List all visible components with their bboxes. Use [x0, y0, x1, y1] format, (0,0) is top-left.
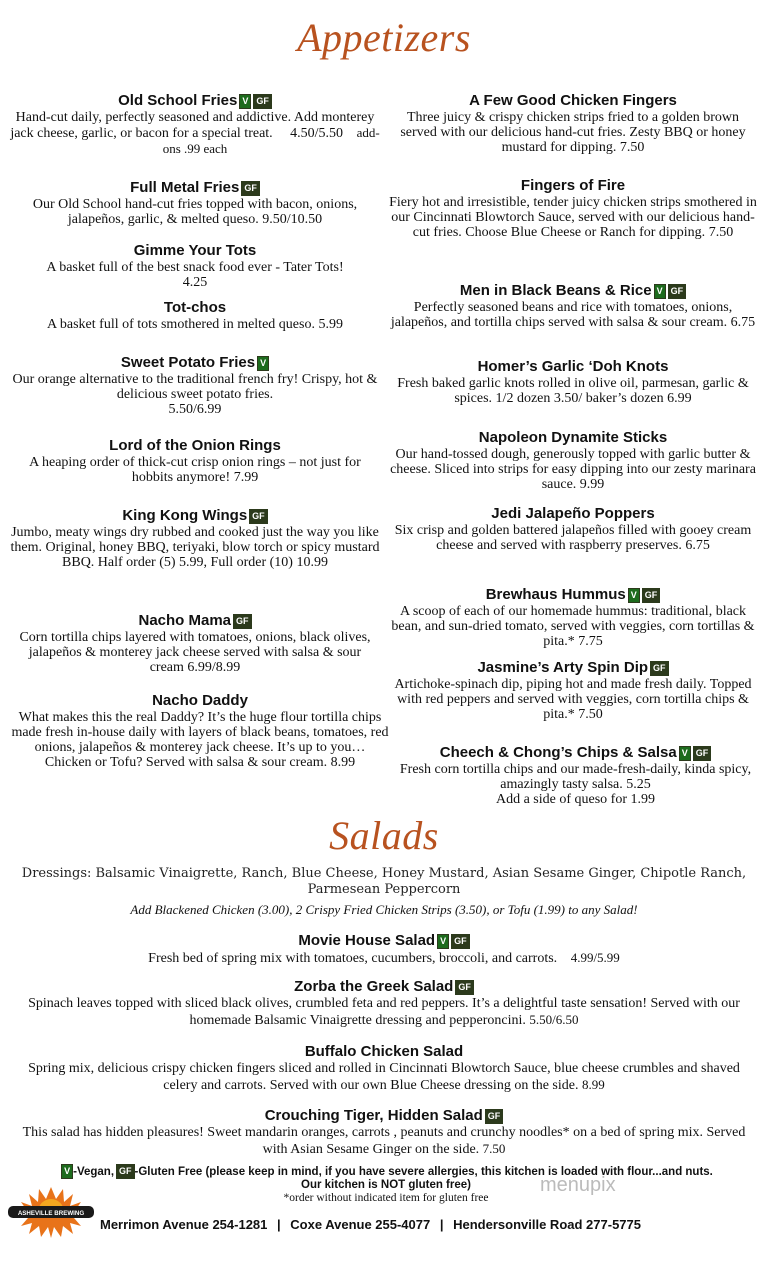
item-name: Gimme Your Tots	[133, 242, 257, 259]
gluten-free-badge: GF	[668, 284, 687, 299]
gluten-free-badge: GF	[455, 980, 474, 995]
item-name: Jasmine’s Arty Spin Dip	[477, 659, 649, 676]
gluten-free-badge: GF	[116, 1164, 135, 1179]
item-name: Men in Black Beans & Rice	[459, 282, 652, 299]
dressings-list	[0, 866, 768, 898]
item-description: Fresh baked garlic knots rolled in olive oil, parmesan, garlic & spices. 1/2 dozen 3.50/ baker’s dozen	[397, 376, 749, 406]
item-extra-price: 1.99	[630, 792, 656, 807]
salad-item	[0, 1042, 768, 1094]
item-name: Lord of the Onion Rings	[109, 437, 281, 454]
item-name: Nacho Mama	[138, 612, 232, 629]
menu-item	[388, 282, 758, 330]
dietary-legend	[36, 1164, 736, 1205]
item-name: Jedi Jalapeño Poppers	[491, 505, 655, 522]
item-price: 7.50	[482, 1141, 506, 1156]
legend-order-note: *order without indicated item for gluten free	[283, 1192, 489, 1204]
asheville-brewing-logo	[6, 1185, 96, 1239]
gluten-free-badge: GF	[650, 661, 669, 676]
item-price: 6.99/8.99	[187, 660, 241, 675]
item-description: A basket full of the best snack food ever - Tater Tots!	[46, 260, 344, 275]
gluten-free-badge: GF	[249, 509, 268, 524]
menu-item	[10, 92, 380, 157]
menu-item	[10, 354, 380, 417]
item-price: 5.50/6.50	[529, 1012, 579, 1027]
item-price: 8.99	[581, 1077, 605, 1092]
item-description: Spring mix, delicious crispy chicken fingers sliced and rolled in Cincinnati Blowtorch Sauce, blue cheese crumbles and shaved celery and carrots. Served with our own Blue Cheese dressing on the side.	[28, 1061, 740, 1093]
item-price: 4.99/5.99	[570, 950, 620, 965]
item-description: Three juicy & crispy chicken strips fried to a golden brown served with our delicious hand-cut fries. Zesty BBQ or honey mustard for dipping.	[400, 110, 746, 155]
gluten-free-badge: GF	[693, 746, 712, 761]
menu-item	[388, 744, 763, 807]
legend-gluten-free: -Gluten Free (please keep in mind, if you have severe allergies, this kitchen is loaded with flour...and nuts.	[134, 1166, 713, 1178]
item-description: Fresh bed of spring mix with tomatoes, cucumbers, broccoli, and carrots.	[148, 951, 558, 966]
vegan-badge: V	[679, 746, 691, 761]
item-extra: Add a side of queso for	[495, 792, 628, 807]
item-price: 5.25	[626, 777, 651, 792]
item-name: Old School Fries	[118, 92, 238, 109]
item-description: Corn tortilla chips layered with tomatoes, onions, black olives, jalapeños & monterey jack cheese served with salsa & sour cream	[19, 630, 371, 675]
item-description: A heaping order of thick-cut crisp onion rings – not just for hobbits anymore!	[29, 455, 361, 485]
item-description: What makes this the real Daddy? It’s the huge flour tortilla chips made fresh in-house daily with layers of black beans, tomatoes, red onions, jalapeños & monterey jack cheese. It’s up to you… Chicken or Tofu? Served with salsa & sour cream.	[11, 710, 389, 770]
item-price: 7.50	[708, 225, 734, 240]
menu-item	[388, 505, 758, 553]
item-price: 7.50	[619, 140, 645, 155]
menu-item	[10, 507, 380, 570]
item-name: Crouching Tiger, Hidden Salad	[264, 1107, 483, 1124]
salad-item	[0, 977, 768, 1029]
item-name: Sweet Potato Fries	[120, 354, 256, 371]
menu-item	[388, 429, 758, 492]
menu-item	[10, 242, 380, 290]
item-name: Zorba the Greek Salad	[294, 978, 454, 995]
location-coxe: Coxe Avenue 255-4077	[290, 1217, 431, 1232]
legend-vegan: -Vegan,	[73, 1166, 115, 1178]
item-description: Perfectly seasoned beans and rice with tomatoes, onions, jalapeños, and tortilla chips served with salsa & sour cream.	[390, 300, 733, 330]
gluten-free-badge: GF	[241, 181, 260, 196]
item-description: Fiery hot and irresistible, tender juicy chicken strips smothered in our Cincinnati Blowtorch Sauce, served with our delicious hand-cut fries. Choose Blue Cheese or Ranch for dipping.	[389, 195, 757, 240]
appetizers-heading: Appetizers	[297, 15, 471, 60]
item-name: Movie House Salad	[298, 932, 436, 949]
item-name: Brewhaus Hummus	[485, 586, 626, 603]
item-price: 7.50	[578, 707, 603, 722]
item-description: A basket full of tots smothered in melted queso.	[47, 317, 315, 332]
menu-item	[388, 177, 758, 240]
item-name: Napoleon Dynamite Sticks	[478, 429, 668, 446]
legend-kitchen-note: Our kitchen is NOT gluten free)	[301, 1179, 471, 1191]
item-price: 7.99	[233, 470, 259, 485]
vegan-badge: V	[437, 934, 449, 949]
watermark: menupix	[540, 1174, 616, 1196]
item-description: Hand-cut daily, perfectly seasoned and addictive. Add monterey jack cheese, garlic, or bacon for a special treat.	[10, 110, 375, 141]
item-description: Six crisp and golden battered jalapeños filled with gooey cream cheese and served with raspberry preserves.	[394, 523, 752, 553]
location-merrimon: Merrimon Avenue 254-1281	[100, 1217, 268, 1232]
item-price: 5.99	[318, 317, 343, 332]
location-hendersonville: Hendersonville Road 277-5775	[453, 1217, 641, 1232]
menu-item	[388, 659, 758, 722]
vegan-badge: V	[628, 588, 640, 603]
item-name: Cheech & Chong’s Chips & Salsa	[439, 744, 677, 761]
gluten-free-badge: GF	[642, 588, 661, 603]
menu-item	[10, 299, 380, 332]
svg-text:ASHEVILLE BREWING: ASHEVILLE BREWING	[17, 1210, 85, 1217]
item-price: 4.50/5.50	[290, 126, 344, 141]
item-price: 5.50/6.99	[168, 402, 222, 417]
locations-bar: Merrimon Avenue 254-1281 | Coxe Avenue 255-4077 | Hendersonville Road 277-5775	[100, 1217, 641, 1232]
gluten-free-badge: GF	[451, 934, 470, 949]
vegan-badge: V	[257, 356, 269, 371]
item-description: A scoop of each of our homemade hummus: traditional, black bean, and sun-dried tomato, served with veggies, corn tortillas & pita.*	[391, 604, 755, 649]
item-addons: add-ons .99 each	[162, 125, 380, 156]
menu-item	[10, 612, 380, 675]
item-price: 6.75	[685, 538, 710, 553]
vegan-badge: V	[654, 284, 666, 299]
item-description: Fresh corn tortilla chips and our made-fresh-daily, kinda spicy, amazingly tasty salsa.	[399, 762, 752, 792]
vegan-badge: V	[239, 94, 251, 109]
menu-item	[388, 586, 758, 649]
menu-item	[10, 179, 380, 227]
salad-addons	[0, 902, 768, 919]
item-description: This salad has hidden pleasures! Sweet mandarin oranges, carrots , peanuts and crunchy noodles* on a bed of spring mix. Served with Asian Sesame Ginger on the side.	[22, 1125, 746, 1157]
menu-item	[10, 437, 380, 485]
salads-heading: Salads	[329, 813, 439, 858]
item-price: 9.50/10.50	[262, 212, 323, 227]
item-price: 6.99	[667, 391, 692, 406]
item-name: Tot-chos	[163, 299, 227, 316]
item-name: Nacho Daddy	[152, 692, 248, 709]
vegan-badge: V	[61, 1164, 73, 1179]
item-description: Artichoke-spinach dip, piping hot and made fresh daily. Topped with red peppers and served with veggies, corn tortilla chips & pita.*	[394, 677, 752, 722]
item-description: Our Old School hand-cut fries topped with bacon, onions, jalapeños, garlic, & melted queso.	[32, 197, 358, 227]
item-name: Fingers of Fire	[520, 177, 626, 194]
item-description: Jumbo, meaty wings dry rubbed and cooked just the way you like them. Original, honey BBQ, teriyaki, blow torch or spicy mustard BBQ. Half order (5) 5.99, Full order (10)	[10, 525, 380, 570]
menu-item	[388, 92, 758, 155]
item-name: Buffalo Chicken Salad	[304, 1043, 464, 1060]
item-price: 7.75	[578, 634, 603, 649]
item-price: 4.25	[182, 275, 208, 290]
gluten-free-badge: GF	[253, 94, 272, 109]
item-name: Full Metal Fries	[130, 179, 240, 196]
item-price: 10.99	[296, 555, 328, 570]
item-name: Homer’s Garlic ‘Doh Knots	[477, 358, 669, 375]
item-description: Spinach leaves topped with sliced black olives, crumbled feta and red peppers. It’s a delightful taste sensation! Served with our homemade Balsamic Vinaigrette dressing and pepperoncini.	[28, 996, 740, 1028]
item-name: A Few Good Chicken Fingers	[469, 92, 677, 109]
dressings-text: Dressings: Balsamic Vinaigrette, Ranch, Blue Cheese, Honey Mustard, Asian Sesame Ginger, Chipotle Ranch, Parmesean Peppercorn	[21, 866, 747, 897]
salad-item	[0, 1106, 768, 1158]
item-description: Our orange alternative to the traditional french fry! Crispy, hot & delicious sweet potato fries.	[12, 372, 378, 402]
gluten-free-badge: GF	[233, 614, 252, 629]
salad-item	[0, 931, 768, 967]
menu-item	[10, 692, 390, 770]
item-price: 9.99	[579, 477, 605, 492]
gluten-free-badge: GF	[485, 1109, 504, 1124]
salad-addon-note: Add Blackened Chicken (3.00), 2 Crispy Fried Chicken Strips (3.50), or Tofu (1.99) to any Salad!	[130, 902, 638, 917]
item-name: King Kong Wings	[122, 507, 248, 524]
menu-item	[388, 358, 758, 406]
item-price: 8.99	[330, 755, 356, 770]
item-description: Our hand-tossed dough, generously topped with garlic butter & cheese. Sliced into strips for easy dipping into our zesty marinara sauce.	[390, 447, 756, 492]
item-price: 6.75	[730, 315, 756, 330]
